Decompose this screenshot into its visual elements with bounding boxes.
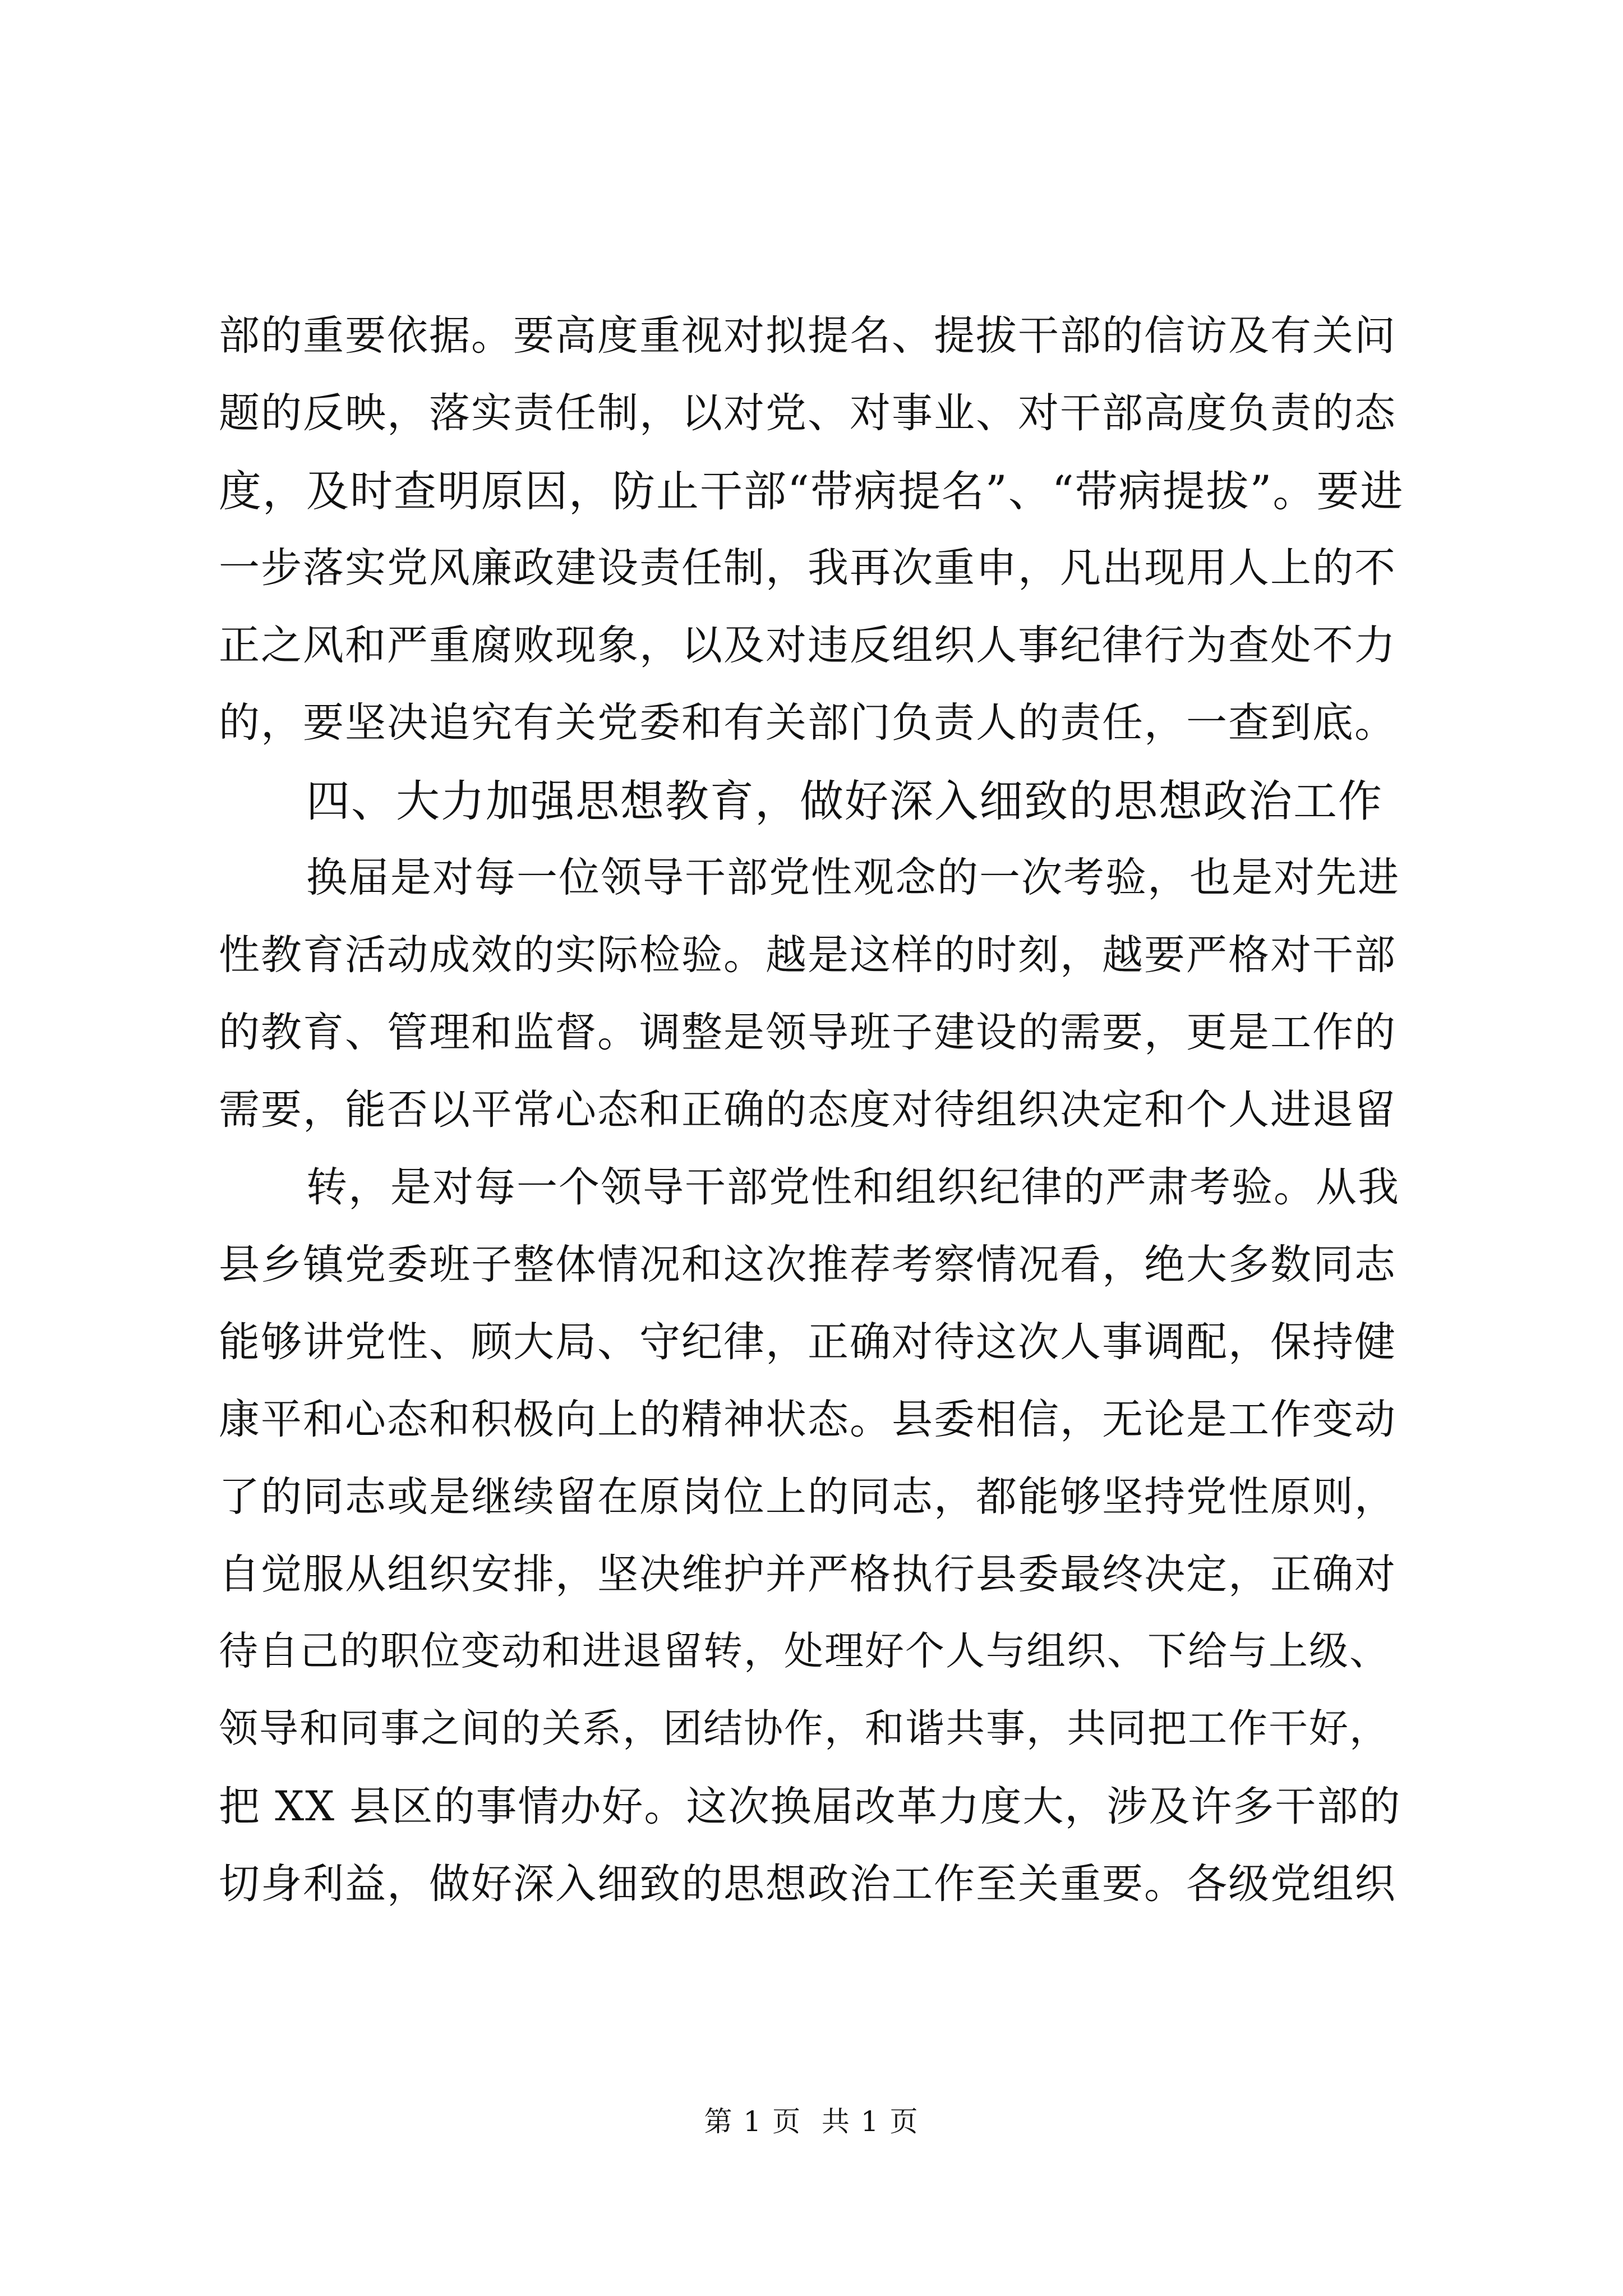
section-heading: 四、大力加强思想教育，做好深入细致的思想政治工作	[306, 776, 1384, 827]
text-line: 切身利益，做好深入细致的思想政治工作至关重要。各级党组织	[219, 1860, 1396, 1908]
text-line: 正之风和严重腐败现象，以及对违反组织人事纪律行为查处不力	[219, 622, 1396, 669]
text-line: 度，及时查明原因，防止干部“带病提名”、“带病提拔”。要进	[219, 466, 1404, 516]
text-line: 能够讲党性、顾大局、守纪律，正确对待这次人事调配，保持健	[219, 1318, 1396, 1366]
text-line: 自觉服从组织安排，坚决维护并严格执行县委最终决定，正确对	[219, 1550, 1396, 1598]
text-line: 了的同志或是继续留在原岗位上的同志，都能够坚持党性原则，	[219, 1473, 1396, 1521]
text-line: 题的反映，落实责任制，以对党、对事业、对干部高度负责的态	[219, 389, 1396, 437]
text-line: 待自己的职位变动和进退留转，处理好个人与组织、下给与上级、	[219, 1628, 1390, 1674]
text-line: 把 XX 县区的事情办好。这次换届改革力度大，涉及许多干部的	[219, 1783, 1401, 1830]
text-line: 需要，能否以平常心态和正确的态度对待组织决定和个人进退留	[219, 1086, 1396, 1134]
text-line: 性教育活动成效的实际检验。越是这样的时刻，越要严格对干部	[219, 931, 1396, 979]
paragraph-first-line: 换届是对每一位领导干部党性观念的一次考验，也是对先进	[306, 854, 1400, 901]
text-line: 的，要坚决追究有关党委和有关部门负责人的责任，一查到底。	[219, 699, 1396, 747]
text-line: 县乡镇党委班子整体情况和这次推荐考察情况看，绝大多数同志	[219, 1241, 1396, 1289]
text-line: 一步落实党风廉政建设责任制，我再次重申，凡出现用人上的不	[219, 544, 1396, 592]
page-number-footer: 第 1 页 共 1 页	[704, 2105, 919, 2138]
text-line: 康平和心态和积极向上的精神状态。县委相信，无论是工作变动	[219, 1396, 1396, 1443]
text-line: 的教育、管理和监督。调整是领导班子建设的需要，更是工作的	[219, 1009, 1396, 1056]
paragraph-first-line: 转，是对每一个领导干部党性和组织纪律的严肃考验。从我	[306, 1163, 1400, 1211]
text-line: 领导和同事之间的关系，团结协作，和谐共事，共同把工作干好，	[219, 1705, 1390, 1751]
text-line: 部的重要依据。要高度重视对拟提名、提拔干部的信访及有关问	[219, 312, 1396, 360]
